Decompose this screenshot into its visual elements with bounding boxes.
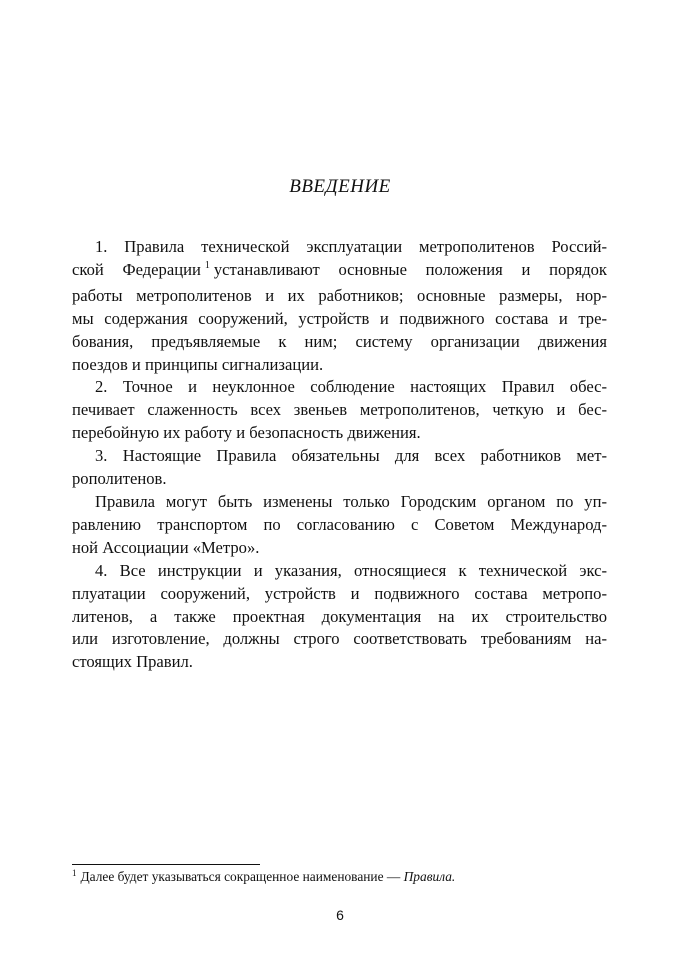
text-line: плуатации сооружений, устройств и подвижного состава метропо- <box>72 583 607 603</box>
paragraph-3-continuation <box>72 491 607 560</box>
text-line: мы содержания сооружений, устройств и подвижного состава и тре- <box>72 308 607 328</box>
text-fragment: устанавливают основные положения и порядок <box>213 259 607 279</box>
text-line: стоящих Правил. <box>72 652 193 672</box>
text-line: равлению транспортом по согласованию с Советом Международ- <box>72 514 607 534</box>
text-line <box>72 259 607 285</box>
footnote-emphasis: Правила. <box>403 869 456 884</box>
text-fragment: ской Федерации <box>72 259 201 279</box>
text-line: или изготовление, должны строго соответствовать требованиям на- <box>72 629 607 649</box>
paragraph-1 <box>72 236 607 376</box>
paragraph-2 <box>72 376 607 445</box>
section-heading: ВВЕДЕНИЕ <box>289 176 391 197</box>
paragraph-4 <box>72 560 607 675</box>
footnote-reference: 1 <box>204 259 210 271</box>
text-line: 3. Настоящие Правила обязательны для всех работников мет- <box>95 446 607 466</box>
text-line: печивает слаженность всех звеньев метрополитенов, четкую и бес- <box>72 400 607 420</box>
text-line: перебойную их работу и безопасность движения. <box>72 423 421 443</box>
text-line: литенов, а также проектная документация на их строительство <box>72 606 607 626</box>
text-line: бования, предъявляемые к ним; систему организации движения <box>72 331 607 351</box>
footnote <box>72 868 455 887</box>
footnote-text: Далее будет указываться сокращенное наименование — <box>80 869 401 884</box>
text-line: поездов и принципы сигнализации. <box>72 354 324 374</box>
body-text <box>72 236 607 674</box>
text-line: работы метрополитенов и их работников; основные размеры, нор- <box>72 285 607 305</box>
text-line: 2. Точное и неуклонное соблюдение настоящих Правил обес- <box>95 377 607 397</box>
text-line: Правила могут быть изменены только Городским органом по уп- <box>95 491 607 511</box>
page-number: 6 <box>336 907 344 923</box>
text-line: 4. Все инструкции и указания, относящиеся к технической экс- <box>95 560 607 580</box>
footnote-marker: 1 <box>72 868 77 878</box>
footnote-divider <box>72 864 260 865</box>
text-line: ной Ассоциации «Метро». <box>72 537 260 557</box>
text-line: 1. Правила технической эксплуатации метрополитенов Россий- <box>95 237 607 256</box>
text-line: рополитенов. <box>72 469 167 489</box>
paragraph-3 <box>72 445 607 491</box>
